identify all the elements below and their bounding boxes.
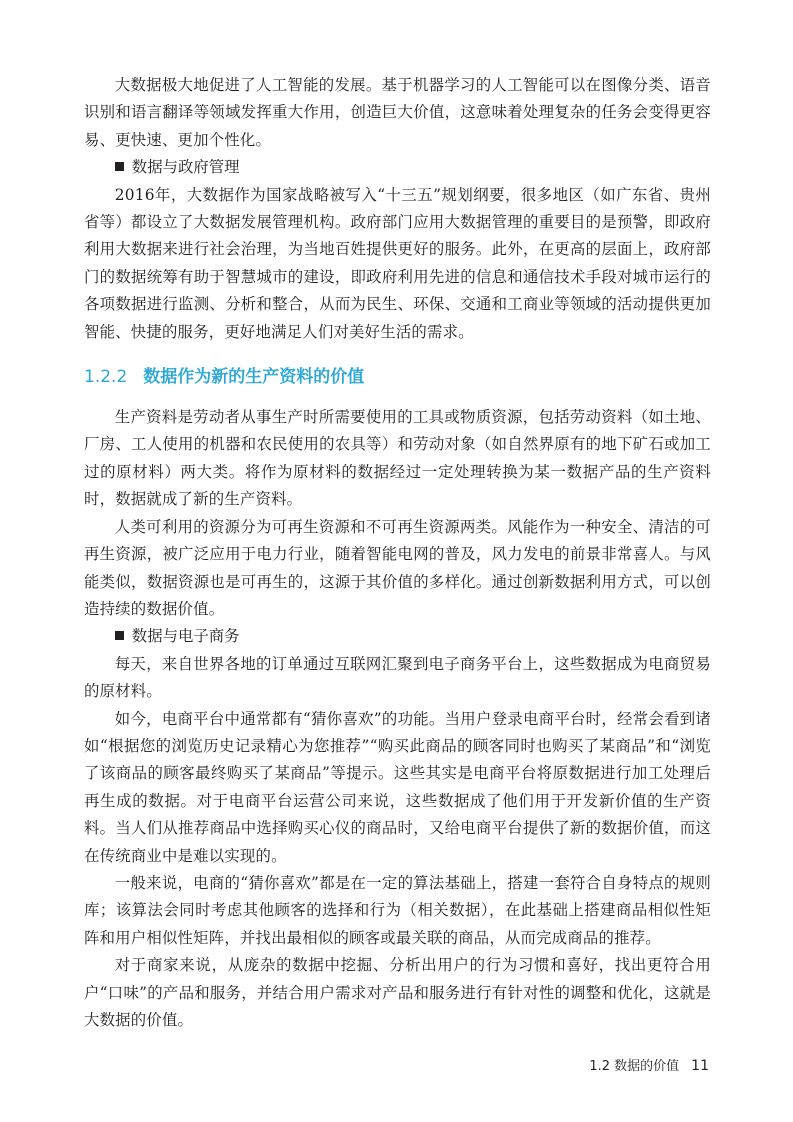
paragraph: 对于商家来说，从庞杂的数据中挖掘、分析出用户的行为习惯和喜好，找出更符合用户“口味”的产品和服务，并结合用户需求对产品和服务进行有针对性的调整和优化，这就是大数据的价值。 xyxy=(84,956,711,1029)
paragraph: 人类可利用的资源分为可再生资源和不可再生资源两类。风能作为一种安全、清洁的可再生资源，被广泛应用于电力行业，随着智能电网的普及，风力发电的前景非常喜人。与风能类似，数据资源也是可再生的，这源于其价值的多样化。通过创新数据利用方式，可以创造持续的数据价值。 xyxy=(84,517,711,618)
bullet-heading-government: 数据与政府管理 xyxy=(84,154,711,181)
square-bullet-icon xyxy=(115,631,124,640)
paragraph: 如今，电商平台中通常都有“猜你喜欢”的功能。当用户登录电商平台时，经常会看到诸如“根据您的浏览历史记录精心为您推荐”“购买此商品的顾客同时也购买了某商品”和“浏览了该商品的顾客最终购买了某商品”等提示。这些其实是电商平台将原数据进行加工处理后再生成的数据。对于电商平台运营公司来说，这些数据成了他们用于开发新价值的生产资料。当人们从推荐商品中选择购买心仪的商品时，又给电商平台提供了新的数据价值，而这在传统商业中是难以实现的。 xyxy=(84,709,711,865)
section-title: 数据作为新的生产资料的价值 xyxy=(143,367,365,388)
paragraph: 每天，来自世界各地的订单通过互联网汇聚到电子商务平台上，这些数据成为电商贸易的原材料。 xyxy=(84,654,711,701)
paragraph: 大数据极大地促进了人工智能的发展。基于机器学习的人工智能可以在图像分类、语音识别和语言翻译等领域发挥重大作用，创造巨大价值，这意味着处理复杂的任务会变得更容易、更快速、更加个性化。 xyxy=(84,76,711,149)
paragraph: 2016年，大数据作为国家战略被写入“十三五”规划纲要，很多地区（如广东省、贵州省等）都设立了大数据发展管理机构。政府部门应用大数据管理的重要目的是预警，即政府利用大数据来进行社会治理，为当地百姓提供更好的服务。此外，在更高的层面上，政府部门的数据统筹有助于智慧城市的建设，即政府利用先进的信息和通信技术手段对城市运行的各项数据进行监测、分析和整合，从而为民生、环保、交通和工商业等领域的活动提供更加智能、快捷的服务，更好地满足人们对美好生活的需求。 xyxy=(84,185,711,341)
section-number: 1.2.2 xyxy=(84,367,128,388)
bullet-heading-ecommerce: 数据与电子商务 xyxy=(84,623,711,650)
page-footer xyxy=(589,1055,709,1074)
page-content xyxy=(84,72,711,1034)
paragraph: 生产资料是劳动者从事生产时所需要使用的工具或物质资源，包括劳动资料（如土地、厂房、工人使用的机器和农民使用的农具等）和劳动对象（如自然界原有的地下矿石或加工过的原材料）两大类。将作为原材料的数据经过一定处理转换为某一数据产品的生产资料时，数据就成了新的生产资料。 xyxy=(84,408,711,509)
paragraph: 一般来说，电商的“猜你喜欢”都是在一定的算法基础上，搭建一套符合自身特点的规则库；该算法会同时考虑其他顾客的选择和行为（相关数据），在此基础上搭建商品相似性矩阵和用户相似性矩阵，并找出最相似的顾客或最关联的商品，从而完成商品的推荐。 xyxy=(84,873,711,947)
page-number: 11 xyxy=(691,1058,709,1074)
section-heading xyxy=(84,364,711,390)
footer-section-label: 1.2 数据的价值 xyxy=(589,1059,680,1074)
square-bullet-icon xyxy=(115,162,124,171)
